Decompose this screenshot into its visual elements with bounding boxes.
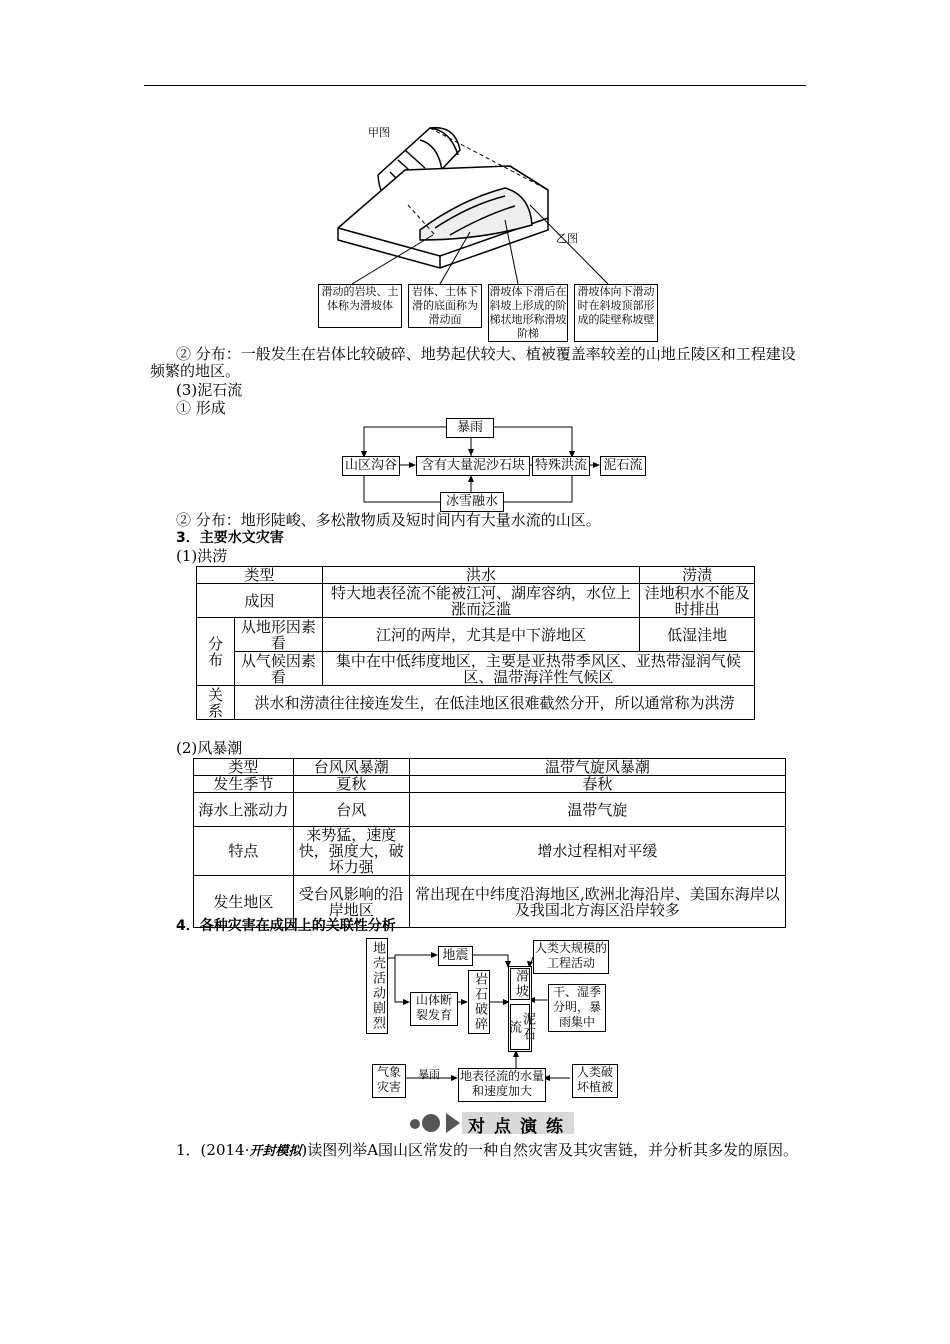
flood-cause-water: 洼地积水不能及时排出 — [640, 584, 755, 618]
mudflow-heading: (3)泥石流 — [176, 381, 243, 399]
surge-power-cyclone: 温带气旋 — [409, 793, 785, 827]
node-flood: 特殊洪流 — [532, 456, 590, 476]
flood-cause-label: 成因 — [197, 584, 323, 618]
node-veg: 人类破坏植被 — [572, 1064, 618, 1098]
flood-header-type: 类型 — [197, 567, 323, 584]
question-text: )读图列举A国山区常发的一种自然灾害及其灾害链，并分析其多发的原因。 — [301, 1141, 799, 1159]
flood-climate-label: 从气候因素看 — [234, 652, 322, 686]
node-rock: 岩石破碎 — [468, 970, 490, 1034]
surge-power-label: 海水上涨动力 — [194, 793, 294, 827]
section4-heading: 4．各种灾害在成因上的关联性分析 — [176, 918, 396, 934]
surge-season-label: 发生季节 — [194, 776, 294, 793]
formation-heading: ① 形成 — [176, 399, 226, 417]
surge-season-typhoon: 夏秋 — [293, 776, 409, 793]
node-snowmelt: 冰雪融水 — [440, 492, 504, 512]
flood-dist-label: 分布 — [197, 618, 235, 686]
flood-terrain-flood: 江河的两岸，尤其是中下游地区 — [322, 618, 639, 652]
surge-feature-cyclone: 增水过程相对平缓 — [409, 827, 785, 876]
node-slide: 滑坡 — [510, 968, 530, 1000]
callout-slide-steps: 滑坡体下滑后在斜坡上形成的阶梯状地形称滑坡阶梯 — [489, 285, 567, 340]
flood-heading: (1)洪涝 — [176, 547, 228, 565]
flood-relation-text: 洪水和涝渍往往接连发生，在低洼地区很难截然分开，所以通常称为洪涝 — [234, 686, 754, 720]
surge-feature-label: 特点 — [194, 827, 294, 876]
node-mudflow: 泥石流 — [600, 456, 646, 476]
label-jia: 甲图 — [368, 126, 390, 139]
surge-heading: (2)风暴潮 — [176, 739, 243, 757]
landslide-distribution: ② 分布：一般发生在岩体比较破碎、地势起伏较大、植被覆盖率较差的山地丘陵区和工程建设频繁的地区。 — [150, 345, 796, 380]
node-quake: 地震 — [438, 946, 473, 966]
surge-header-type: 类型 — [194, 759, 294, 776]
flood-header-flood: 洪水 — [322, 567, 639, 584]
surge-header-typhoon: 台风风暴潮 — [293, 759, 409, 776]
callout-slide-surface: 岩体、土体下滑的底面称为滑动面 — [408, 284, 482, 328]
callout-slide-body: 滑动的岩块、土体称为滑坡体 — [318, 284, 402, 328]
practice-title: 对点演练 — [468, 1117, 572, 1137]
node-crust: 地壳活动剧烈 — [366, 938, 388, 1034]
node-runoff: 地表径流的水量和速度加大 — [458, 1068, 546, 1102]
surge-season-cyclone: 春秋 — [409, 776, 785, 793]
callout-slide-wall: 滑坡体向下滑动时在斜坡顶部形成的陡壁称坡壁 — [574, 284, 658, 342]
practice-banner — [402, 1108, 582, 1138]
node-dry-wet: 干、湿季分明，暴雨集中 — [548, 984, 606, 1032]
surge-header-cyclone: 温带气旋风暴潮 — [409, 759, 785, 776]
flood-terrain-water: 低湿洼地 — [640, 618, 755, 652]
node-weather: 气象灾害 — [372, 1064, 406, 1098]
node-mud: 泥石流 — [510, 1004, 530, 1050]
node-mountain: 山区沟谷 — [342, 456, 400, 476]
mudflow-distribution: ② 分布：地形陡峻、多松散物质及短时间内有大量水流的山区。 — [176, 511, 601, 529]
node-human-eng: 人类大规模的工程活动 — [533, 940, 609, 974]
question-1 — [150, 1142, 810, 1160]
surge-power-typhoon: 台风 — [293, 793, 409, 827]
node-rainstorm: 暴雨 — [446, 418, 494, 438]
surge-area-label: 发生地区 — [194, 876, 294, 928]
flood-header-water: 涝渍 — [640, 567, 755, 584]
label-storm: 暴雨 — [418, 1068, 440, 1081]
flood-relation-label: 关系 — [197, 686, 235, 720]
node-sediment: 含有大量泥沙石块 — [416, 456, 530, 476]
flood-cause-flood: 特大地表径流不能被江河、湖库容纳，水位上涨而泛滥 — [322, 584, 639, 618]
flood-climate-text: 集中在中低纬度地区，主要是亚热带季风区、亚热带湿润气候区、温带海洋性气候区 — [322, 652, 754, 686]
surge-area-cyclone: 常出现在中纬度沿海地区,欧洲北海沿岸、美国东海岸以及我国北方海区沿岸较多 — [409, 876, 785, 928]
surge-feature-typhoon: 来势猛，速度快，强度大，破坏力强 — [293, 827, 409, 876]
node-fault: 山体断裂发育 — [410, 992, 458, 1026]
question-number: 1． — [176, 1141, 201, 1159]
section3-heading: 3．主要水文灾害 — [176, 530, 284, 546]
question-source-name: 开封模拟 — [249, 1144, 302, 1159]
label-yi: 乙图 — [556, 232, 578, 245]
question-source-year: (2014· — [200, 1141, 250, 1159]
flood-terrain-label: 从地形因素看 — [234, 618, 322, 652]
surge-area-typhoon: 受台风影响的沿岸地区 — [293, 876, 409, 928]
